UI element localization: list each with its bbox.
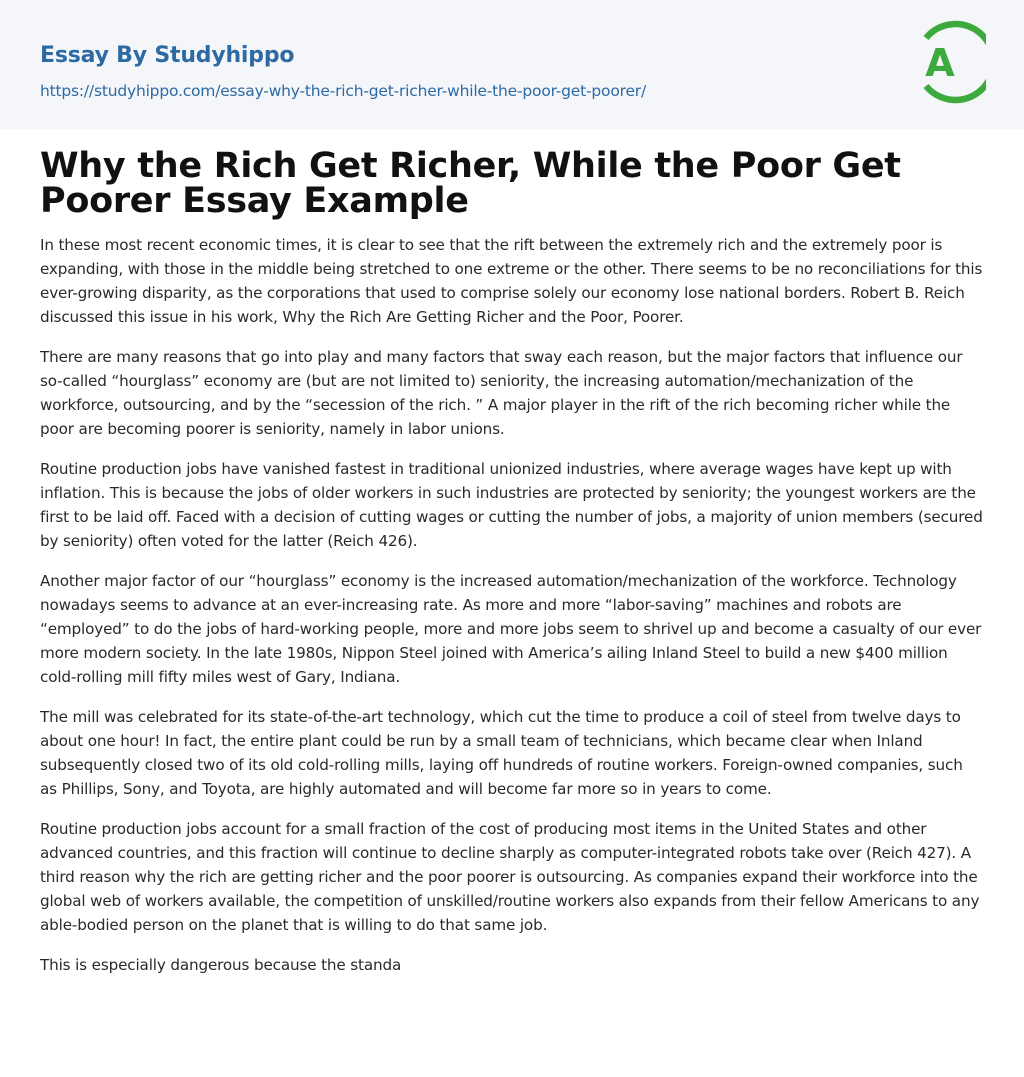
article-paragraph: Another major factor of our “hourglass” economy is the increased automation/mechanization of the workforce. Technology nowadays seems to advance at an ever-increasing rate. As more and more “labor-saving” machines and robots are “employed” to do the jobs of hard-working people, more and more jobs seem to shrivel up and become a casualty of our ever more modern society. In the late 1980s, Nippon Steel joined with America’s ailing Inland Steel to build a new $400 million cold-rolling mill fifty miles west of Gary, Indiana. [40, 572, 982, 686]
article-paragraph: Routine production jobs account for a small fraction of the cost of producing most items in the United States and other advanced countries, and this fraction will continue to decline sharply as computer-integrated robots take over (Reich 427). A third reason why the rich are getting richer and the poor poorer is outsourcing. As companies expand their workforce into the global web of workers available, the competition of unskilled/routine workers also expands from their fellow Americans to any able-bodied person on the planet that is willing to do that same job. [40, 820, 980, 934]
article-paragraph: This is especially dangerous because the standa [40, 956, 402, 974]
site-title[interactable]: Essay By Studyhippo [40, 43, 295, 68]
studyhippo-logo-icon[interactable] [914, 18, 986, 106]
logo-letter: A [925, 41, 955, 85]
article [0, 146, 1024, 977]
article-paragraph: There are many reasons that go into play and many factors that sway each reason, but the major factors that influence our so-called “hourglass” economy are (but are not limited to) seniority, the increasing automation/mechanization of the workforce, outsourcing, and by the “secession of the rich. ” A major player in the rift of the rich becoming richer while the poor are becoming poorer is seniority, namely in labor unions. [40, 348, 963, 438]
article-paragraph: The mill was celebrated for its state-of-the-art technology, which cut the time to produce a coil of steel from twelve days to about one hour! In fact, the entire plant could be run by a small team of technicians, which became clear when Inland subsequently closed two of its old cold-rolling mills, laying off hundreds of routine workers. Foreign-owned companies, such as Phillips, Sony, and Toyota, are highly automated and will become far more so in years to come. [40, 708, 963, 798]
source-url-link[interactable]: https://studyhippo.com/essay-why-the-rich-get-richer-while-the-poor-get-poorer/ [40, 82, 646, 100]
article-paragraph: Routine production jobs have vanished fastest in traditional unionized industries, where average wages have kept up with inflation. This is because the jobs of older workers in such industries are protected by seniority; the youngest workers are the first to be laid off. Faced with a decision of cutting wages or cutting the number of jobs, a majority of union members (secured by seniority) often voted for the latter (Reich 426). [40, 460, 983, 550]
article-paragraph: In these most recent economic times, it is clear to see that the rift between the extremely rich and the extremely poor is expanding, with those in the middle being stretched to one extreme or the other. There seems to be no reconciliations for this ever-growing disparity, as the corporations that used to comprise solely our economy lose national borders. Robert B. Reich discussed this issue in his work, Why the Rich Are Getting Richer and the Poor, Poorer. [40, 236, 983, 326]
page-title: Why the Rich Get Richer, While the Poor Get Poorer Essay Example [40, 146, 901, 221]
site-header [0, 0, 1024, 129]
